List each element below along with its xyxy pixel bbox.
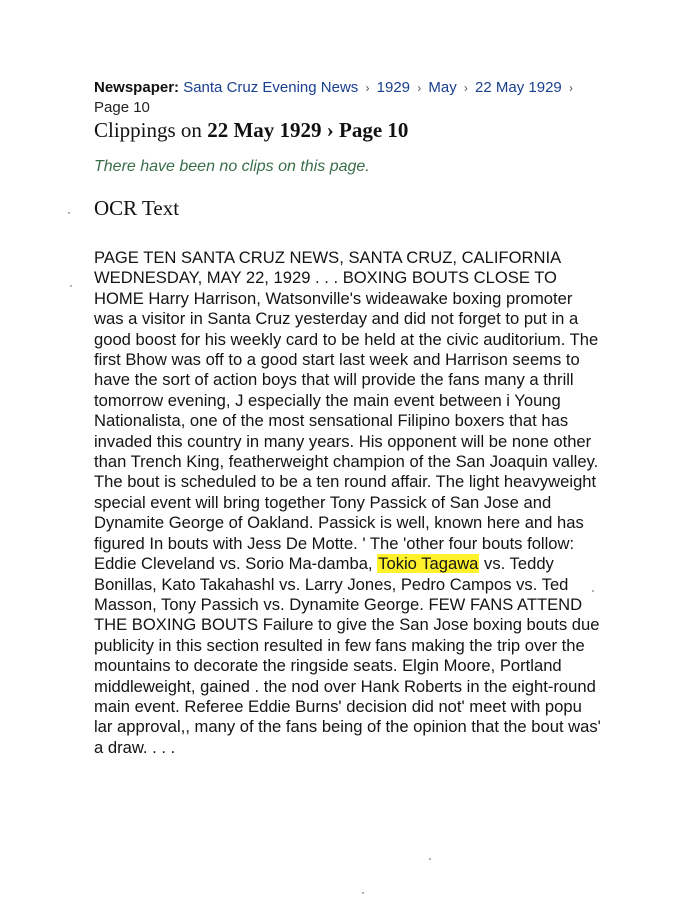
breadcrumb-link-date[interactable]: 22 May 1929	[475, 79, 562, 96]
breadcrumb-link-paper[interactable]: Santa Cruz Evening News	[183, 79, 359, 96]
breadcrumb-separator: ›	[365, 81, 370, 95]
breadcrumb-label: Newspaper:	[94, 79, 180, 96]
breadcrumb-separator: ›	[463, 81, 468, 95]
page-title	[94, 117, 614, 143]
clipping-page	[94, 78, 614, 758]
breadcrumb-separator: ›	[417, 81, 422, 95]
scan-speck	[362, 892, 364, 894]
breadcrumb-current-page: Page 10	[94, 99, 150, 116]
scan-speck	[68, 212, 70, 214]
no-clips-message: There have been no clips on this page.	[94, 158, 370, 175]
breadcrumb-link-month[interactable]: May	[428, 79, 457, 96]
page-title-separator: ›	[326, 118, 334, 142]
ocr-text-part-1: PAGE TEN SANTA CRUZ NEWS, SANTA CRUZ, CALIFORNIA WEDNESDAY, MAY 22, 1929 . . . BOXING BOUTS CLOSE TO HOME Harry Harrison, Watsonville's wideawake boxing promoter was a visitor in Santa Cruz yesterday and did not forget to put in a good boost for his weekly card to be held at the civic auditorium. The first Bhow was off to a good start last week and Harrison seems to have the sort of action boys that will provide the fans many a thrill tomorrow evening, J especially the main event between i Young Nationalista, one of the most sensational Filipino boxers that has invaded this country in many years. His opponent will be none other than Trench King, featherweight champion of the San Joaquin valley. The bout is scheduled to be a ten round affair. The light heavyweight special event will bring together Tony Passick of San Jose and Dynamite George of Oakland. Passick is well, known here and has figured In bouts with Jess De Motte. ' The 'other four bouts follow: Eddie Cleveland vs. Sorio Ma-damba,	[94, 248, 599, 574]
ocr-section-title: OCR Text	[94, 196, 180, 220]
breadcrumb-separator: ›	[568, 81, 573, 95]
page-title-prefix: Clippings on	[94, 118, 202, 142]
scan-speck	[429, 858, 431, 860]
page-title-date: 22 May 1929	[207, 118, 322, 142]
scan-speck	[70, 285, 72, 287]
ocr-text	[94, 248, 604, 758]
page-title-page: Page 10	[339, 118, 409, 142]
scan-speck	[592, 590, 594, 592]
breadcrumb-link-year[interactable]: 1929	[376, 79, 411, 96]
ocr-text-part-2: vs. Teddy Bonillas, Kato Takahashl vs. Larry Jones, Pedro Campos vs. Ted Masson, Tony Passich vs. Dynamite George. FEW FANS ATTEND THE BOXING BOUTS Failure to give the San Jose boxing bouts due publicity in this section resulted in few fans making the trip over the mountains to decorate the ringside seats. Elgin Moore, Portland middleweight, gained . the nod over Hank Roberts in the eight-round main event. Referee Eddie Burns' decision did not' meet with popu lar approval,, many of the fans being of the opinion that the bout was' a draw. . . .	[94, 554, 601, 757]
breadcrumb	[94, 78, 614, 117]
ocr-highlight: Tokio Tagawa	[378, 554, 479, 574]
